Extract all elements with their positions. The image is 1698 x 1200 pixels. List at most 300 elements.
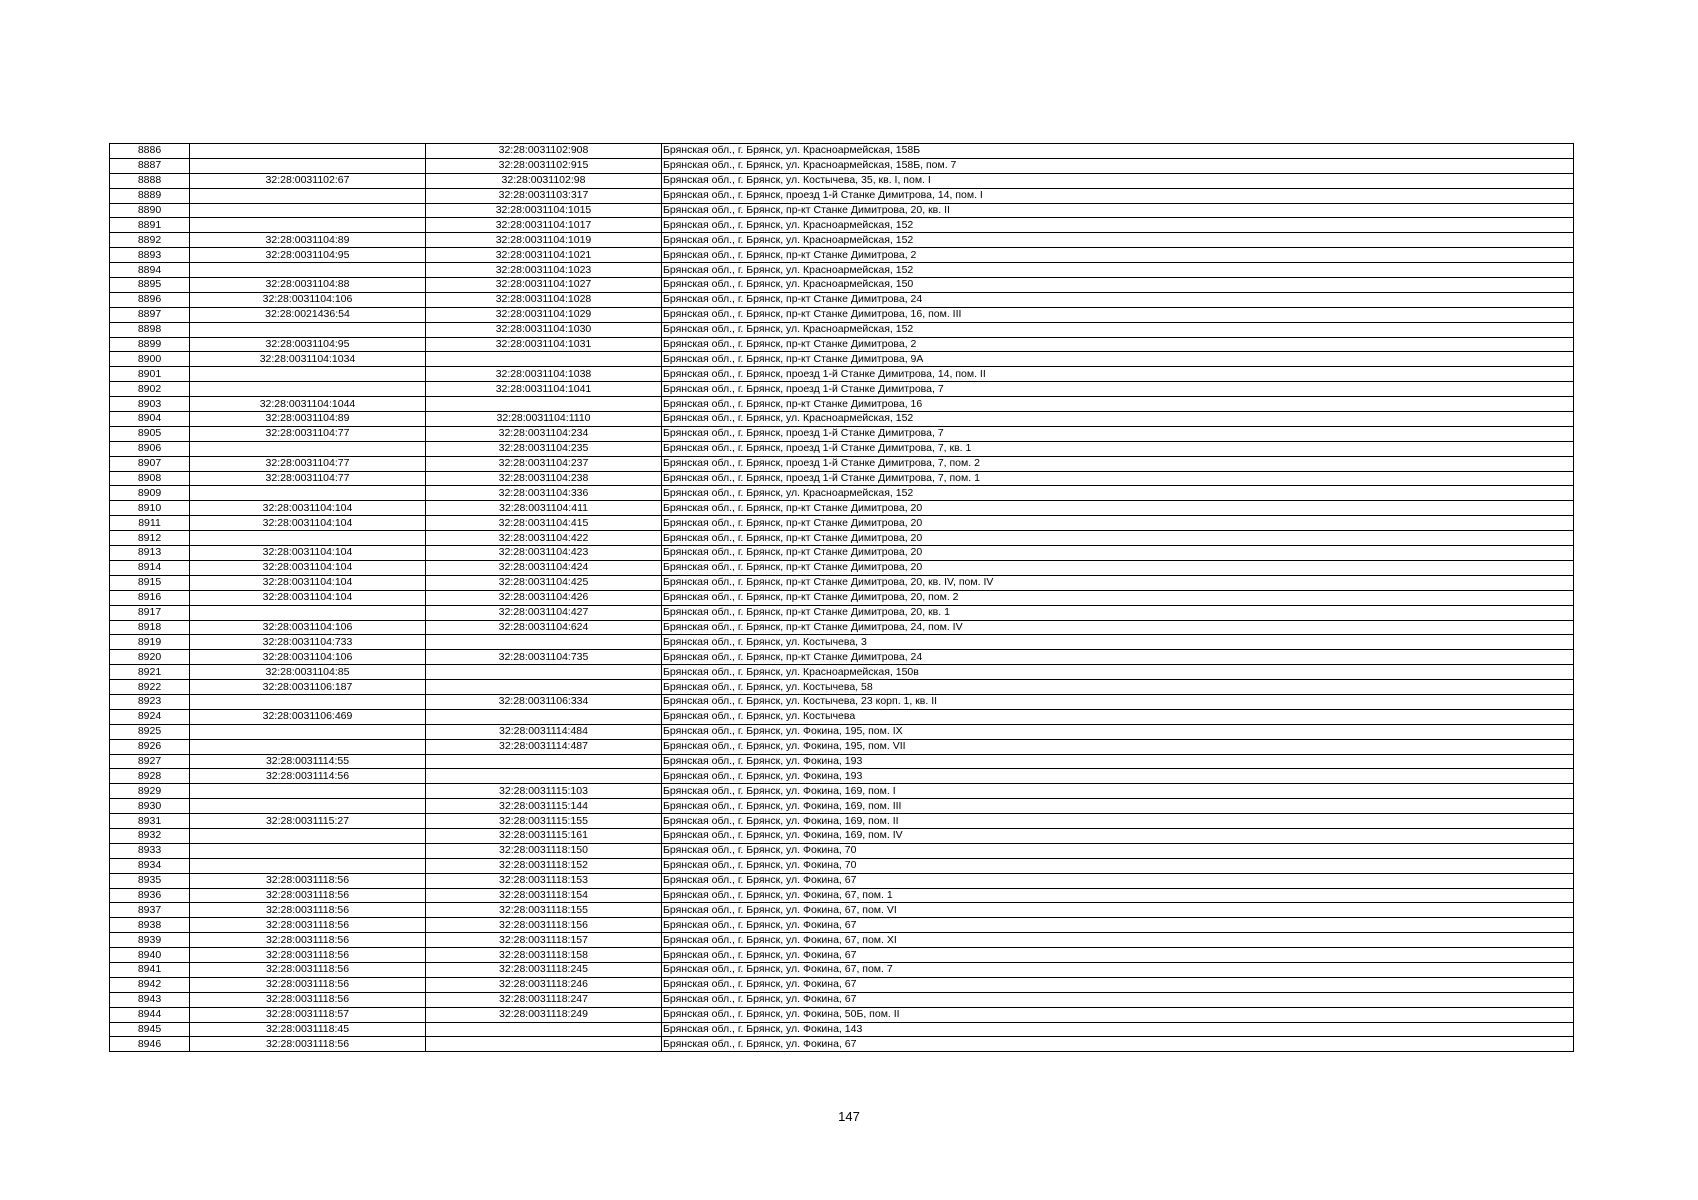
table-row (110, 620, 1574, 635)
table-row (110, 367, 1574, 382)
row-number-cell: 8928 (110, 769, 190, 784)
row-number-cell: 8927 (110, 754, 190, 769)
building-cadastral-number-cell: 32:28:0031102:915 (426, 158, 662, 173)
building-cadastral-number-cell: 32:28:0031104:415 (426, 516, 662, 531)
table-row (110, 263, 1574, 278)
row-number-cell: 8900 (110, 352, 190, 367)
land-cadastral-number-cell: 32:28:0031104:1034 (190, 352, 426, 367)
building-cadastral-number-cell: 32:28:0031104:427 (426, 605, 662, 620)
address-cell: Брянская обл., г. Брянск, ул. Фокина, 169, пом. I (662, 784, 1574, 799)
address-cell: Брянская обл., г. Брянск, пр-кт Станке Димитрова, 20 (662, 531, 1574, 546)
land-cadastral-number-cell: 32:28:0031104:104 (190, 575, 426, 590)
table-row (110, 516, 1574, 531)
row-number-cell: 8918 (110, 620, 190, 635)
address-cell: Брянская обл., г. Брянск, проезд 1-й Станке Димитрова, 7, кв. 1 (662, 441, 1574, 456)
building-cadastral-number-cell: 32:28:0031104:425 (426, 575, 662, 590)
address-cell: Брянская обл., г. Брянск, пр-кт Станке Димитрова, 24 (662, 650, 1574, 665)
row-number-cell: 8891 (110, 218, 190, 233)
table-row (110, 546, 1574, 561)
table-row (110, 144, 1574, 159)
land-cadastral-number-cell: 32:28:0031106:469 (190, 709, 426, 724)
land-cadastral-number-cell: 32:28:0031104:104 (190, 560, 426, 575)
land-cadastral-number-cell: 32:28:0031104:89 (190, 233, 426, 248)
row-number-cell: 8895 (110, 278, 190, 293)
land-cadastral-number-cell: 32:28:0031118:56 (190, 977, 426, 992)
building-cadastral-number-cell (426, 352, 662, 367)
building-cadastral-number-cell: 32:28:0031104:1027 (426, 278, 662, 293)
building-cadastral-number-cell: 32:28:0031118:245 (426, 962, 662, 977)
table-row (110, 1037, 1574, 1052)
row-number-cell: 8898 (110, 322, 190, 337)
address-cell: Брянская обл., г. Брянск, пр-кт Станке Димитрова, 20 (662, 516, 1574, 531)
table-row (110, 233, 1574, 248)
land-cadastral-number-cell: 32:28:0031106:187 (190, 680, 426, 695)
table-row (110, 412, 1574, 427)
row-number-cell: 8945 (110, 1022, 190, 1037)
building-cadastral-number-cell (426, 397, 662, 412)
building-cadastral-number-cell (426, 635, 662, 650)
table-row (110, 635, 1574, 650)
land-cadastral-number-cell: 32:28:0031104:95 (190, 337, 426, 352)
building-cadastral-number-cell: 32:28:0031118:158 (426, 948, 662, 963)
address-cell: Брянская обл., г. Брянск, ул. Фокина, 50Б, пом. II (662, 1007, 1574, 1022)
row-number-cell: 8933 (110, 843, 190, 858)
table-row (110, 873, 1574, 888)
table-row (110, 665, 1574, 680)
table-row (110, 814, 1574, 829)
land-cadastral-number-cell: 32:28:0031104:77 (190, 426, 426, 441)
row-number-cell: 8915 (110, 575, 190, 590)
address-cell: Брянская обл., г. Брянск, ул. Красноармейская, 152 (662, 486, 1574, 501)
land-cadastral-number-cell (190, 203, 426, 218)
address-cell: Брянская обл., г. Брянск, ул. Фокина, 67 (662, 918, 1574, 933)
building-cadastral-number-cell: 32:28:0031104:1031 (426, 337, 662, 352)
row-number-cell: 8913 (110, 546, 190, 561)
land-cadastral-number-cell: 32:28:0031104:85 (190, 665, 426, 680)
row-number-cell: 8902 (110, 382, 190, 397)
building-cadastral-number-cell (426, 680, 662, 695)
building-cadastral-number-cell: 32:28:0031104:624 (426, 620, 662, 635)
land-cadastral-number-cell (190, 367, 426, 382)
land-cadastral-number-cell: 32:28:0031104:733 (190, 635, 426, 650)
land-cadastral-number-cell (190, 486, 426, 501)
land-cadastral-number-cell (190, 263, 426, 278)
table-row (110, 501, 1574, 516)
table-row (110, 828, 1574, 843)
land-cadastral-number-cell (190, 843, 426, 858)
land-cadastral-number-cell: 32:28:0031118:56 (190, 962, 426, 977)
row-number-cell: 8904 (110, 412, 190, 427)
land-cadastral-number-cell: 32:28:0031118:56 (190, 888, 426, 903)
table-row (110, 218, 1574, 233)
address-cell: Брянская обл., г. Брянск, ул. Красноармейская, 150в (662, 665, 1574, 680)
building-cadastral-number-cell: 32:28:0031118:246 (426, 977, 662, 992)
building-cadastral-number-cell: 32:28:0031114:484 (426, 724, 662, 739)
building-cadastral-number-cell (426, 665, 662, 680)
building-cadastral-number-cell: 32:28:0031104:237 (426, 456, 662, 471)
address-cell: Брянская обл., г. Брянск, ул. Костычева, 35, кв. I, пом. I (662, 173, 1574, 188)
land-cadastral-number-cell: 32:28:0031114:55 (190, 754, 426, 769)
address-cell: Брянская обл., г. Брянск, проезд 1-й Станке Димитрова, 14, пом. II (662, 367, 1574, 382)
land-cadastral-number-cell: 32:28:0031104:88 (190, 278, 426, 293)
building-cadastral-number-cell: 32:28:0031104:424 (426, 560, 662, 575)
land-cadastral-number-cell: 32:28:0031104:89 (190, 412, 426, 427)
land-cadastral-number-cell (190, 322, 426, 337)
table-row (110, 322, 1574, 337)
row-number-cell: 8920 (110, 650, 190, 665)
table-row (110, 531, 1574, 546)
land-cadastral-number-cell: 32:28:0031104:104 (190, 590, 426, 605)
land-cadastral-number-cell: 32:28:0031104:77 (190, 471, 426, 486)
building-cadastral-number-cell: 32:28:0031104:1017 (426, 218, 662, 233)
address-cell: Брянская обл., г. Брянск, ул. Костычева, 23 корп. 1, кв. II (662, 694, 1574, 709)
address-cell: Брянская обл., г. Брянск, ул. Фокина, 67, пом. 1 (662, 888, 1574, 903)
building-cadastral-number-cell: 32:28:0031103:317 (426, 188, 662, 203)
row-number-cell: 8924 (110, 709, 190, 724)
row-number-cell: 8905 (110, 426, 190, 441)
table-row (110, 754, 1574, 769)
address-cell: Брянская обл., г. Брянск, пр-кт Станке Димитрова, 20, кв. IV, пом. IV (662, 575, 1574, 590)
land-cadastral-number-cell (190, 724, 426, 739)
table-row (110, 888, 1574, 903)
address-cell: Брянская обл., г. Брянск, пр-кт Станке Димитрова, 20 (662, 501, 1574, 516)
address-cell: Брянская обл., г. Брянск, пр-кт Станке Димитрова, 20, кв. 1 (662, 605, 1574, 620)
address-cell: Брянская обл., г. Брянск, пр-кт Станке Димитрова, 16, пом. III (662, 307, 1574, 322)
row-number-cell: 8911 (110, 516, 190, 531)
building-cadastral-number-cell (426, 769, 662, 784)
address-cell: Брянская обл., г. Брянск, ул. Фокина, 169, пом. II (662, 814, 1574, 829)
building-cadastral-number-cell: 32:28:0031104:1041 (426, 382, 662, 397)
address-cell: Брянская обл., г. Брянск, ул. Фокина, 67, пом. XI (662, 933, 1574, 948)
table-row (110, 769, 1574, 784)
land-cadastral-number-cell (190, 531, 426, 546)
land-cadastral-number-cell (190, 144, 426, 159)
building-cadastral-number-cell: 32:28:0031118:154 (426, 888, 662, 903)
row-number-cell: 8899 (110, 337, 190, 352)
table-row (110, 799, 1574, 814)
row-number-cell: 8910 (110, 501, 190, 516)
building-cadastral-number-cell: 32:28:0031115:155 (426, 814, 662, 829)
table-row (110, 948, 1574, 963)
table-row (110, 456, 1574, 471)
land-cadastral-number-cell: 32:28:0031118:57 (190, 1007, 426, 1022)
land-cadastral-number-cell: 32:28:0031104:106 (190, 292, 426, 307)
land-cadastral-number-cell: 32:28:0031104:106 (190, 650, 426, 665)
land-cadastral-number-cell: 32:28:0031118:56 (190, 903, 426, 918)
row-number-cell: 8908 (110, 471, 190, 486)
table-row (110, 382, 1574, 397)
table-row (110, 650, 1574, 665)
address-cell: Брянская обл., г. Брянск, ул. Фокина, 67 (662, 948, 1574, 963)
building-cadastral-number-cell: 32:28:0031118:155 (426, 903, 662, 918)
address-cell: Брянская обл., г. Брянск, проезд 1-й Станке Димитрова, 7, пом. 1 (662, 471, 1574, 486)
address-cell: Брянская обл., г. Брянск, ул. Красноармейская, 152 (662, 233, 1574, 248)
row-number-cell: 8887 (110, 158, 190, 173)
row-number-cell: 8931 (110, 814, 190, 829)
building-cadastral-number-cell: 32:28:0031104:235 (426, 441, 662, 456)
table-row (110, 680, 1574, 695)
building-cadastral-number-cell: 32:28:0031104:1030 (426, 322, 662, 337)
table-row (110, 590, 1574, 605)
row-number-cell: 8936 (110, 888, 190, 903)
row-number-cell: 8888 (110, 173, 190, 188)
table-row (110, 337, 1574, 352)
address-cell: Брянская обл., г. Брянск, ул. Фокина, 67 (662, 977, 1574, 992)
building-cadastral-number-cell (426, 754, 662, 769)
address-cell: Брянская обл., г. Брянск, ул. Красноармейская, 152 (662, 322, 1574, 337)
land-cadastral-number-cell: 32:28:0031118:45 (190, 1022, 426, 1037)
building-cadastral-number-cell: 32:28:0031102:98 (426, 173, 662, 188)
land-cadastral-number-cell (190, 784, 426, 799)
row-number-cell: 8940 (110, 948, 190, 963)
table-row (110, 605, 1574, 620)
row-number-cell: 8912 (110, 531, 190, 546)
address-cell: Брянская обл., г. Брянск, пр-кт Станке Димитрова, 20, кв. II (662, 203, 1574, 218)
row-number-cell: 8929 (110, 784, 190, 799)
row-number-cell: 8909 (110, 486, 190, 501)
address-cell: Брянская обл., г. Брянск, ул. Фокина, 70 (662, 843, 1574, 858)
address-cell: Брянская обл., г. Брянск, ул. Фокина, 67 (662, 992, 1574, 1007)
table-row (110, 933, 1574, 948)
row-number-cell: 8903 (110, 397, 190, 412)
land-cadastral-number-cell: 32:28:0031104:106 (190, 620, 426, 635)
address-cell: Брянская обл., г. Брянск, ул. Красноармейская, 152 (662, 412, 1574, 427)
address-cell: Брянская обл., г. Брянск, ул. Фокина, 67, пом. 7 (662, 962, 1574, 977)
building-cadastral-number-cell: 32:28:0031115:161 (426, 828, 662, 843)
address-cell: Брянская обл., г. Брянск, пр-кт Станке Димитрова, 16 (662, 397, 1574, 412)
row-number-cell: 8894 (110, 263, 190, 278)
table-row (110, 426, 1574, 441)
property-registry-table (109, 143, 1574, 1052)
row-number-cell: 8943 (110, 992, 190, 1007)
table-row (110, 173, 1574, 188)
address-cell: Брянская обл., г. Брянск, проезд 1-й Станке Димитрова, 7, пом. 2 (662, 456, 1574, 471)
building-cadastral-number-cell: 32:28:0031104:411 (426, 501, 662, 516)
building-cadastral-number-cell: 32:28:0031118:249 (426, 1007, 662, 1022)
row-number-cell: 8919 (110, 635, 190, 650)
table-row (110, 739, 1574, 754)
table-row (110, 784, 1574, 799)
table-row (110, 709, 1574, 724)
land-cadastral-number-cell: 32:28:0031118:56 (190, 948, 426, 963)
address-cell: Брянская обл., г. Брянск, ул. Фокина, 169, пом. IV (662, 828, 1574, 843)
building-cadastral-number-cell: 32:28:0031106:334 (426, 694, 662, 709)
row-number-cell: 8942 (110, 977, 190, 992)
page-number: 147 (838, 1109, 860, 1124)
row-number-cell: 8946 (110, 1037, 190, 1052)
row-number-cell: 8897 (110, 307, 190, 322)
address-cell: Брянская обл., г. Брянск, ул. Фокина, 195, пом. IX (662, 724, 1574, 739)
land-cadastral-number-cell (190, 605, 426, 620)
table-row (110, 158, 1574, 173)
building-cadastral-number-cell: 32:28:0031104:238 (426, 471, 662, 486)
table-row (110, 292, 1574, 307)
row-number-cell: 8893 (110, 248, 190, 263)
land-cadastral-number-cell (190, 799, 426, 814)
table-row (110, 560, 1574, 575)
table-row (110, 992, 1574, 1007)
land-cadastral-number-cell: 32:28:0031104:77 (190, 456, 426, 471)
land-cadastral-number-cell: 32:28:0031118:56 (190, 873, 426, 888)
land-cadastral-number-cell (190, 858, 426, 873)
row-number-cell: 8944 (110, 1007, 190, 1022)
table-row (110, 188, 1574, 203)
land-cadastral-number-cell (190, 218, 426, 233)
building-cadastral-number-cell: 32:28:0031104:234 (426, 426, 662, 441)
table-row (110, 694, 1574, 709)
address-cell: Брянская обл., г. Брянск, ул. Костычева, 3 (662, 635, 1574, 650)
table-row (110, 307, 1574, 322)
address-cell: Брянская обл., г. Брянск, ул. Фокина, 67 (662, 1037, 1574, 1052)
land-cadastral-number-cell: 32:28:0031118:56 (190, 933, 426, 948)
address-cell: Брянская обл., г. Брянск, ул. Фокина, 67, пом. VI (662, 903, 1574, 918)
address-cell: Брянская обл., г. Брянск, ул. Фокина, 143 (662, 1022, 1574, 1037)
row-number-cell: 8921 (110, 665, 190, 680)
address-cell: Брянская обл., г. Брянск, пр-кт Станке Димитрова, 2 (662, 248, 1574, 263)
building-cadastral-number-cell: 32:28:0031114:487 (426, 739, 662, 754)
row-number-cell: 8886 (110, 144, 190, 159)
land-cadastral-number-cell: 32:28:0031114:56 (190, 769, 426, 784)
address-cell: Брянская обл., г. Брянск, ул. Красноармейская, 152 (662, 218, 1574, 233)
building-cadastral-number-cell: 32:28:0031118:157 (426, 933, 662, 948)
address-cell: Брянская обл., г. Брянск, ул. Костычева, 58 (662, 680, 1574, 695)
row-number-cell: 8892 (110, 233, 190, 248)
building-cadastral-number-cell: 32:28:0031115:144 (426, 799, 662, 814)
land-cadastral-number-cell: 32:28:0031104:104 (190, 501, 426, 516)
building-cadastral-number-cell: 32:28:0031104:1029 (426, 307, 662, 322)
address-cell: Брянская обл., г. Брянск, ул. Красноармейская, 158Б (662, 144, 1574, 159)
table-row (110, 575, 1574, 590)
address-cell: Брянская обл., г. Брянск, пр-кт Станке Димитрова, 9А (662, 352, 1574, 367)
address-cell: Брянская обл., г. Брянск, ул. Красноармейская, 150 (662, 278, 1574, 293)
row-number-cell: 8890 (110, 203, 190, 218)
land-cadastral-number-cell (190, 694, 426, 709)
address-cell: Брянская обл., г. Брянск, пр-кт Станке Димитрова, 20 (662, 546, 1574, 561)
land-cadastral-number-cell: 32:28:0021436:54 (190, 307, 426, 322)
row-number-cell: 8938 (110, 918, 190, 933)
address-cell: Брянская обл., г. Брянск, ул. Фокина, 67 (662, 873, 1574, 888)
table-row (110, 248, 1574, 263)
table-row (110, 858, 1574, 873)
address-cell: Брянская обл., г. Брянск, проезд 1-й Станке Димитрова, 7 (662, 382, 1574, 397)
land-cadastral-number-cell: 32:28:0031104:1044 (190, 397, 426, 412)
row-number-cell: 8930 (110, 799, 190, 814)
land-cadastral-number-cell: 32:28:0031115:27 (190, 814, 426, 829)
land-cadastral-number-cell: 32:28:0031118:56 (190, 1037, 426, 1052)
land-cadastral-number-cell: 32:28:0031118:56 (190, 918, 426, 933)
building-cadastral-number-cell: 32:28:0031104:336 (426, 486, 662, 501)
table-row (110, 441, 1574, 456)
row-number-cell: 8916 (110, 590, 190, 605)
address-cell: Брянская обл., г. Брянск, ул. Костычева (662, 709, 1574, 724)
row-number-cell: 8889 (110, 188, 190, 203)
land-cadastral-number-cell: 32:28:0031104:95 (190, 248, 426, 263)
building-cadastral-number-cell: 32:28:0031102:908 (426, 144, 662, 159)
building-cadastral-number-cell: 32:28:0031104:1023 (426, 263, 662, 278)
address-cell: Брянская обл., г. Брянск, пр-кт Станке Димитрова, 20 (662, 560, 1574, 575)
row-number-cell: 8906 (110, 441, 190, 456)
row-number-cell: 8896 (110, 292, 190, 307)
land-cadastral-number-cell (190, 739, 426, 754)
building-cadastral-number-cell: 32:28:0031118:153 (426, 873, 662, 888)
row-number-cell: 8932 (110, 828, 190, 843)
land-cadastral-number-cell (190, 188, 426, 203)
building-cadastral-number-cell: 32:28:0031104:422 (426, 531, 662, 546)
address-cell: Брянская обл., г. Брянск, ул. Красноармейская, 152 (662, 263, 1574, 278)
address-cell: Брянская обл., г. Брянск, ул. Фокина, 169, пом. III (662, 799, 1574, 814)
address-cell: Брянская обл., г. Брянск, пр-кт Станке Димитрова, 20, пом. 2 (662, 590, 1574, 605)
land-cadastral-number-cell (190, 441, 426, 456)
building-cadastral-number-cell: 32:28:0031118:156 (426, 918, 662, 933)
registry-table-body (110, 144, 1574, 1052)
building-cadastral-number-cell: 32:28:0031115:103 (426, 784, 662, 799)
building-cadastral-number-cell: 32:28:0031104:1028 (426, 292, 662, 307)
building-cadastral-number-cell: 32:28:0031104:1015 (426, 203, 662, 218)
land-cadastral-number-cell: 32:28:0031104:104 (190, 546, 426, 561)
table-row (110, 397, 1574, 412)
table-row (110, 977, 1574, 992)
row-number-cell: 8922 (110, 680, 190, 695)
land-cadastral-number-cell: 32:28:0031104:104 (190, 516, 426, 531)
building-cadastral-number-cell: 32:28:0031118:152 (426, 858, 662, 873)
address-cell: Брянская обл., г. Брянск, пр-кт Станке Димитрова, 2 (662, 337, 1574, 352)
row-number-cell: 8941 (110, 962, 190, 977)
row-number-cell: 8937 (110, 903, 190, 918)
table-row (110, 843, 1574, 858)
building-cadastral-number-cell: 32:28:0031104:423 (426, 546, 662, 561)
row-number-cell: 8925 (110, 724, 190, 739)
row-number-cell: 8914 (110, 560, 190, 575)
row-number-cell: 8917 (110, 605, 190, 620)
row-number-cell: 8907 (110, 456, 190, 471)
building-cadastral-number-cell: 32:28:0031118:247 (426, 992, 662, 1007)
address-cell: Брянская обл., г. Брянск, ул. Красноармейская, 158Б, пом. 7 (662, 158, 1574, 173)
address-cell: Брянская обл., г. Брянск, проезд 1-й Станке Димитрова, 14, пом. I (662, 188, 1574, 203)
address-cell: Брянская обл., г. Брянск, проезд 1-й Станке Димитрова, 7 (662, 426, 1574, 441)
table-row (110, 724, 1574, 739)
table-row (110, 1022, 1574, 1037)
row-number-cell: 8901 (110, 367, 190, 382)
table-row (110, 962, 1574, 977)
building-cadastral-number-cell: 32:28:0031104:1038 (426, 367, 662, 382)
land-cadastral-number-cell: 32:28:0031102:67 (190, 173, 426, 188)
building-cadastral-number-cell (426, 709, 662, 724)
address-cell: Брянская обл., г. Брянск, ул. Фокина, 193 (662, 769, 1574, 784)
building-cadastral-number-cell (426, 1022, 662, 1037)
row-number-cell: 8926 (110, 739, 190, 754)
row-number-cell: 8939 (110, 933, 190, 948)
address-cell: Брянская обл., г. Брянск, ул. Фокина, 70 (662, 858, 1574, 873)
land-cadastral-number-cell (190, 828, 426, 843)
building-cadastral-number-cell: 32:28:0031118:150 (426, 843, 662, 858)
table-row (110, 352, 1574, 367)
table-row (110, 471, 1574, 486)
table-row (110, 486, 1574, 501)
row-number-cell: 8935 (110, 873, 190, 888)
building-cadastral-number-cell (426, 1037, 662, 1052)
building-cadastral-number-cell: 32:28:0031104:1110 (426, 412, 662, 427)
building-cadastral-number-cell: 32:28:0031104:735 (426, 650, 662, 665)
land-cadastral-number-cell (190, 382, 426, 397)
row-number-cell: 8923 (110, 694, 190, 709)
address-cell: Брянская обл., г. Брянск, пр-кт Станке Димитрова, 24 (662, 292, 1574, 307)
address-cell: Брянская обл., г. Брянск, пр-кт Станке Димитрова, 24, пом. IV (662, 620, 1574, 635)
building-cadastral-number-cell: 32:28:0031104:1021 (426, 248, 662, 263)
land-cadastral-number-cell (190, 158, 426, 173)
land-cadastral-number-cell: 32:28:0031118:56 (190, 992, 426, 1007)
building-cadastral-number-cell: 32:28:0031104:1019 (426, 233, 662, 248)
building-cadastral-number-cell: 32:28:0031104:426 (426, 590, 662, 605)
